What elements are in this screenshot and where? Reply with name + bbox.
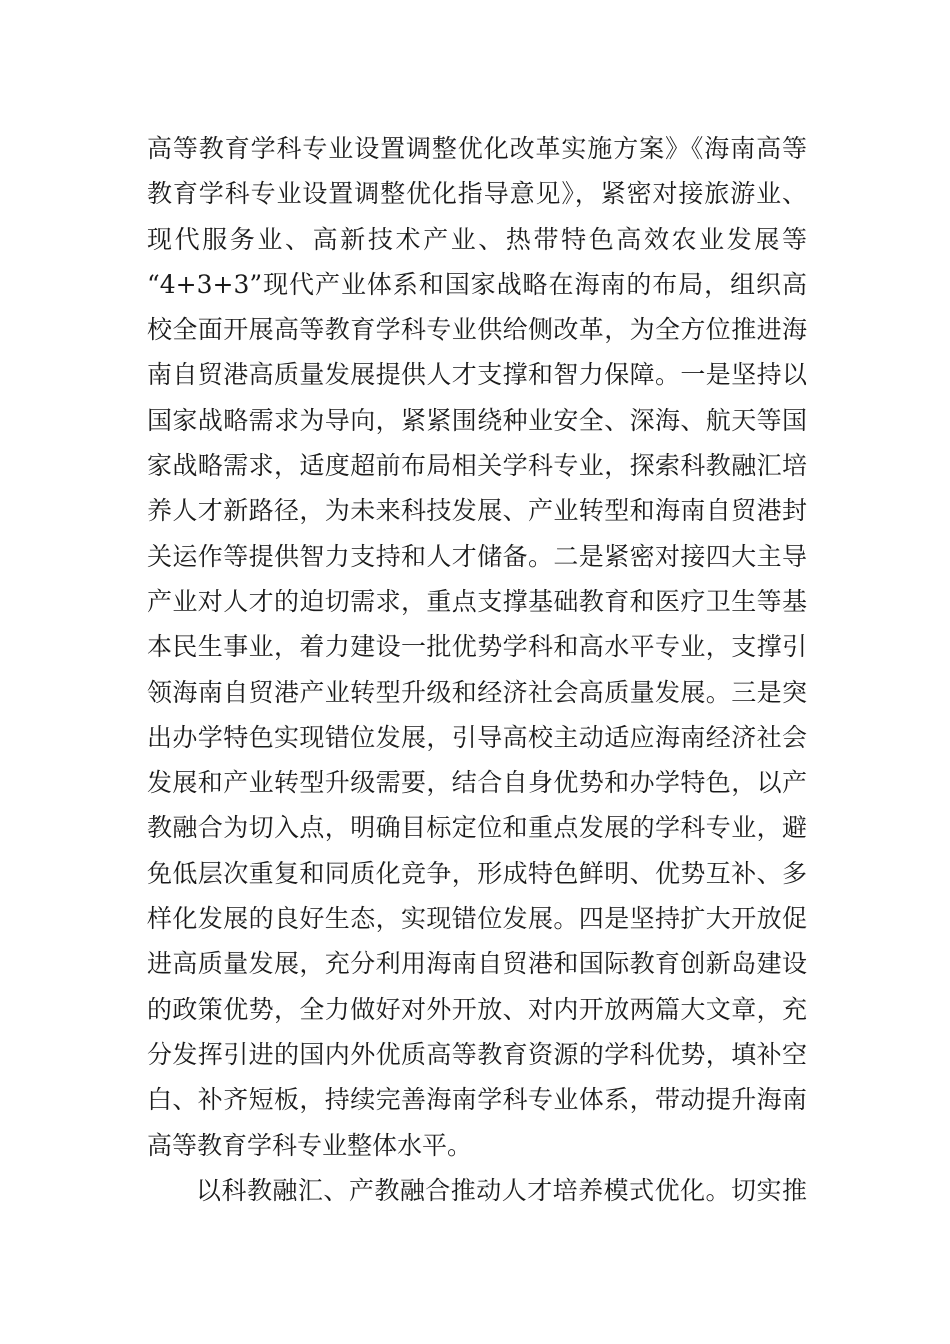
text-line: 教融合为切入点，明确目标定位和重点发展的学科专业，避 [147, 813, 807, 843]
text-line: 南自贸港高质量发展提供人才支撑和智力保障。一是坚持以 [147, 360, 807, 390]
text-line: 养人才新路径，为未来科技发展、产业转型和海南自贸港封 [147, 496, 807, 526]
text-line: 进高质量发展，充分利用海南自贸港和国际教育创新岛建设 [147, 949, 807, 979]
text-line: 教育学科专业设置调整优化指导意见》，紧密对接旅游业、 [147, 179, 807, 209]
text-line: 免低层次重复和同质化竞争，形成特色鲜明、优势互补、多 [147, 858, 807, 888]
text-line: 领海南自贸港产业转型升级和经济社会高质量发展。三是突 [147, 677, 807, 707]
paragraph-first-line: 以科教融汇、产教融合推动人才培养模式优化。切实推 [196, 1175, 807, 1205]
text-line: 分发挥引进的国内外优质高等教育资源的学科优势，填补空 [147, 1039, 807, 1069]
text-line: 现代服务业、高新技术产业、热带特色高效农业发展等 [147, 224, 807, 254]
body-text [147, 126, 807, 1213]
text-line: 本民生事业，着力建设一批优势学科和高水平专业，支撑引 [147, 632, 807, 662]
text-line: 家战略需求，适度超前布局相关学科专业，探索科教融汇培 [147, 451, 807, 481]
text-line: 的政策优势，全力做好对外开放、对内开放两篇大文章，充 [147, 994, 807, 1024]
text-line: 白、补齐短板，持续完善海南学科专业体系，带动提升海南 [147, 1085, 807, 1115]
text-line: 高等教育学科专业设置调整优化改革实施方案》《海南高等 [147, 134, 807, 163]
text-line: 发展和产业转型升级需要，结合自身优势和办学特色，以产 [147, 768, 807, 798]
text-line: 样化发展的良好生态，实现错位发展。四是坚持扩大开放促 [147, 904, 807, 934]
text-line: 产业对人才的迫切需求，重点支撑基础教育和医疗卫生等基 [147, 586, 807, 616]
text-line: 高等教育学科专业整体水平。 [147, 1130, 473, 1160]
text-line: 国家战略需求为导向，紧紧围绕种业安全、深海、航天等国 [147, 405, 807, 435]
text-line: 校全面开展高等教育学科专业供给侧改革，为全方位推进海 [147, 315, 807, 345]
text-line: 出办学特色实现错位发展，引导高校主动适应海南经济社会 [147, 722, 807, 752]
text-line: “4+3+3”现代产业体系和国家战略在海南的布局，组织高 [147, 269, 807, 299]
text-line: 关运作等提供智力支持和人才储备。二是紧密对接四大主导 [147, 541, 807, 571]
